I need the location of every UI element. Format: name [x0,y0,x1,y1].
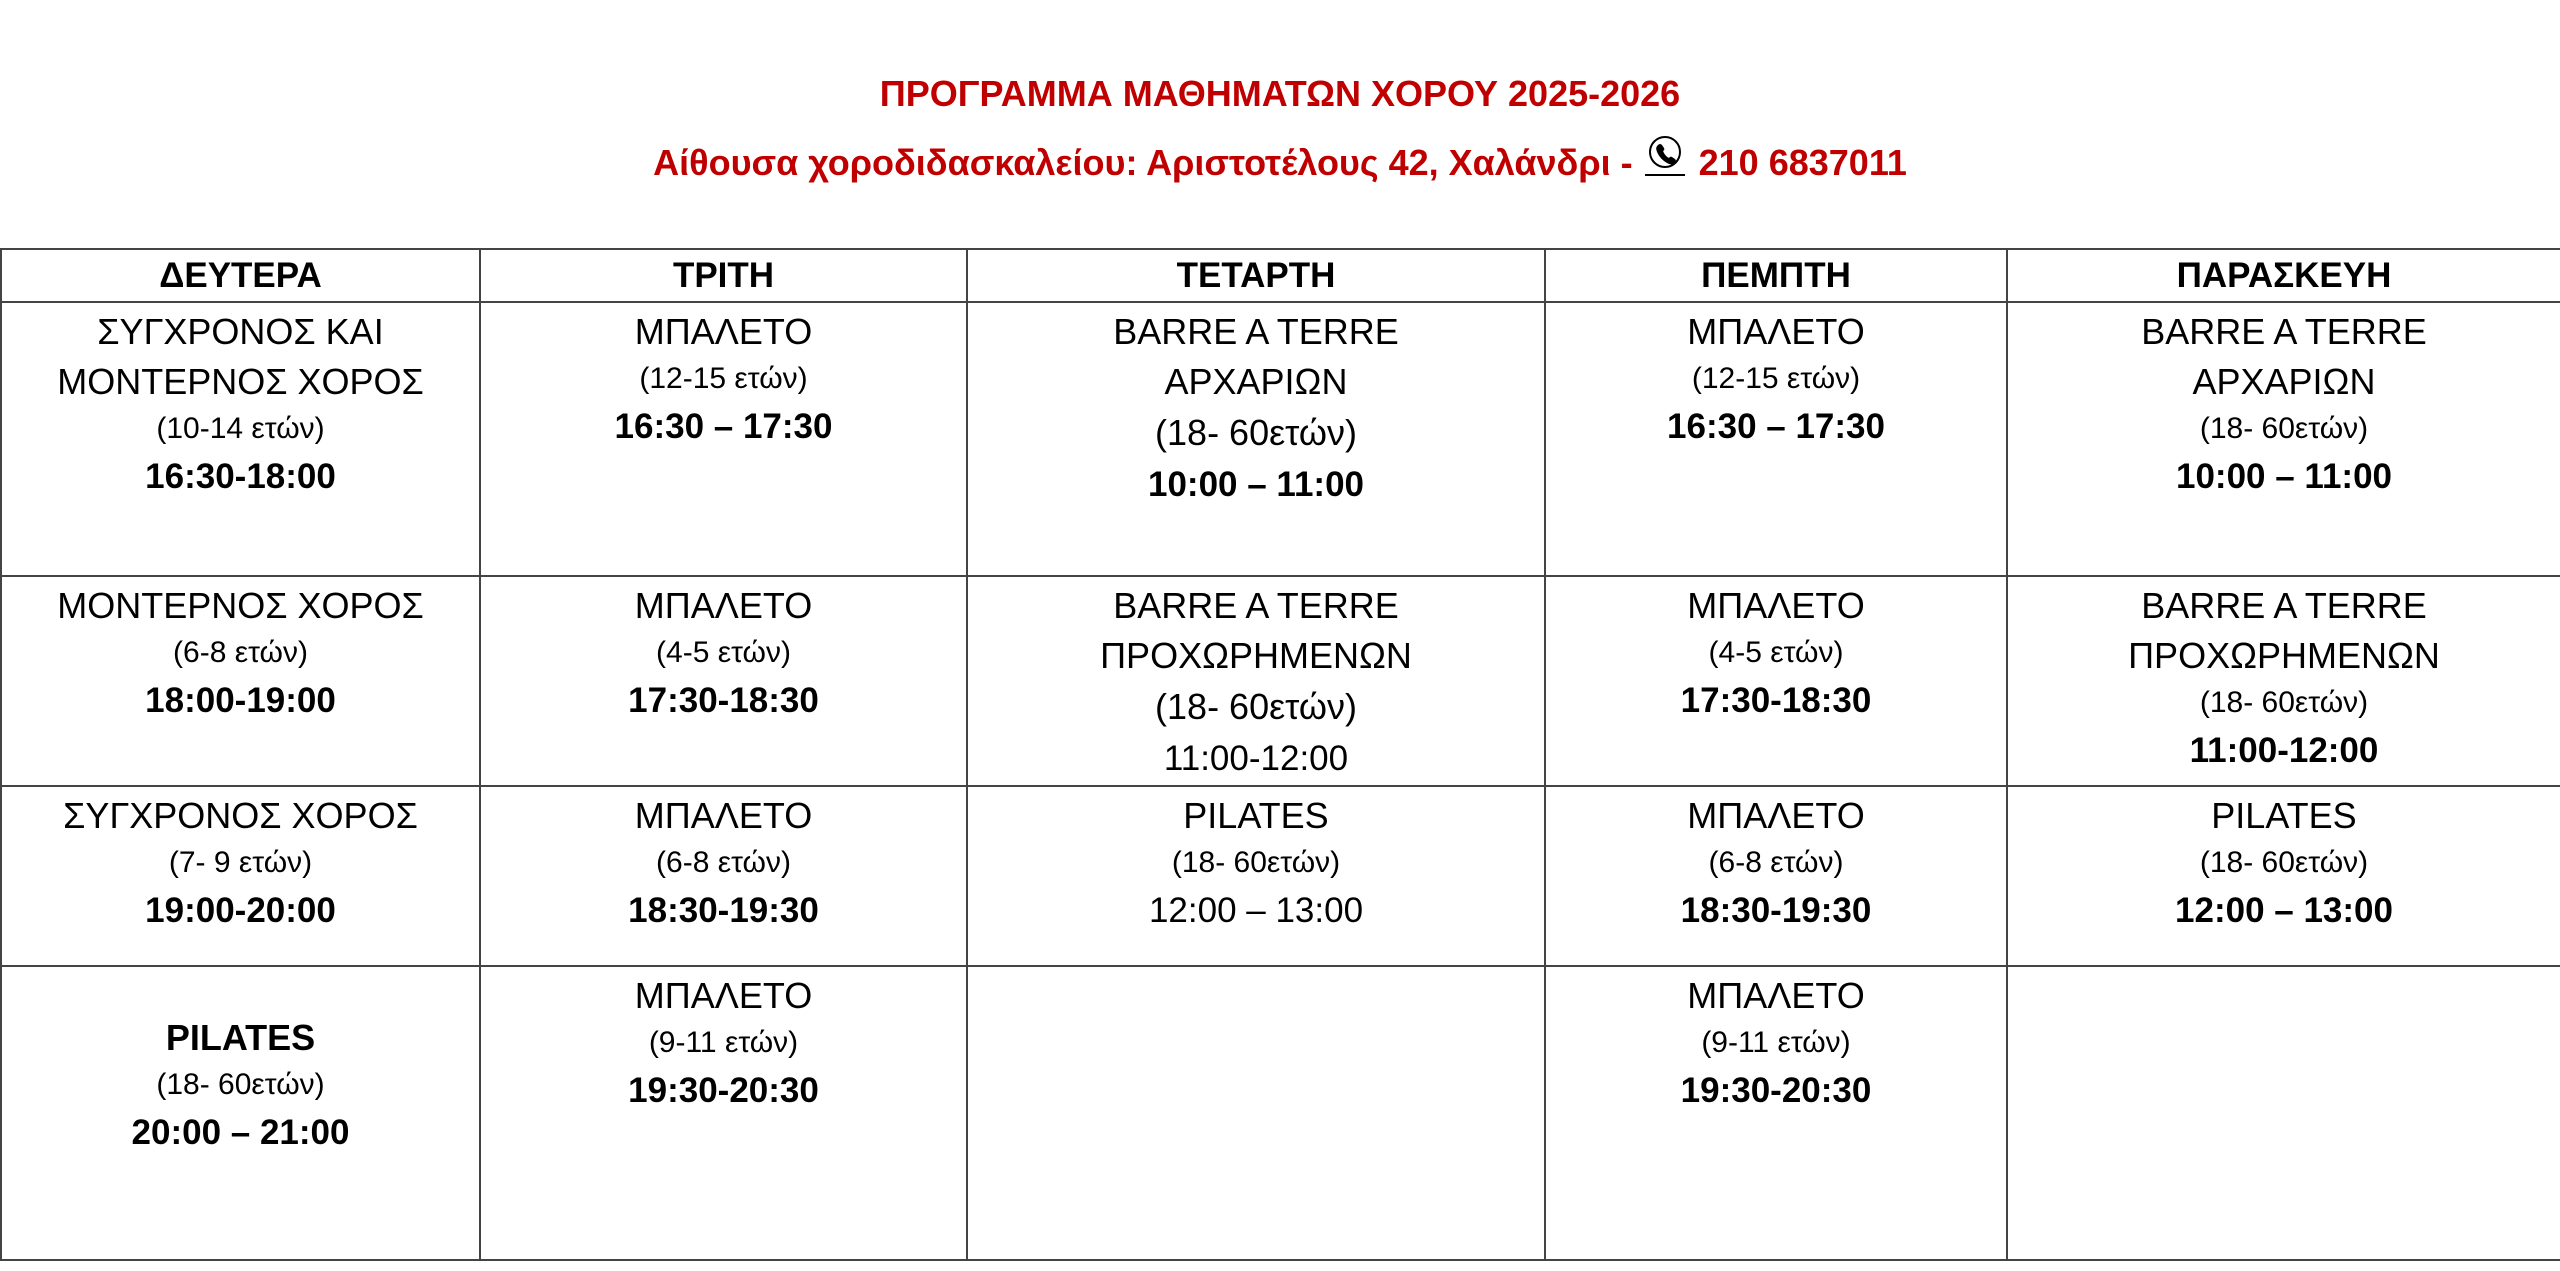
class-time: 10:00 – 11:00 [2175,457,2392,496]
class-age: (9-11 ετών) [1701,1026,1851,1059]
class-cell [480,966,967,1260]
class-cell [2007,302,2560,576]
table-row [1,786,2560,966]
day-header-tuesday: ΤΡΙΤΗ [480,249,967,302]
class-cell [1545,302,2007,576]
class-time: 16:30 – 17:30 [614,407,833,446]
page-title: ΠΡΟΓΡΑΜΜΑ ΜΑΘΗΜΑΤΩΝ ΧΟΡΟΥ 2025-2026 [879,73,1681,114]
class-name-line2: ΠΡΟΧΩΡΗΜΕΝΩΝ [2128,635,2440,676]
schedule-table [0,248,2560,1261]
class-age: (10-14 ετών) [156,412,325,445]
class-name: BARRE A TERRE [1113,585,1399,626]
class-age: (18- 60ετών) [2199,846,2369,879]
class-cell [967,302,1545,576]
class-time: 18:30-19:30 [1680,891,1872,930]
class-name: ΣΥΓΧΡΟΝΟΣ ΚΑΙ [97,311,384,352]
class-cell [1545,786,2007,966]
class-name: PILATES [1183,795,1329,836]
class-time: 12:00 – 13:00 [2175,891,2393,930]
day-header-friday: ΠΑΡΑΣΚΕΥΗ [2007,249,2560,302]
class-time: 11:00-12:00 [1163,739,1349,778]
class-cell [1,786,480,966]
class-name-line2: ΜΟΝΤΕΡΝΟΣ ΧΟΡΟΣ [57,361,424,402]
class-age: (18- 60ετών) [156,1068,325,1101]
table-row [1,576,2560,786]
class-name: ΜΠΑΛΕΤΟ [1687,311,1865,352]
class-name: ΜΠΑΛΕΤΟ [1687,585,1865,626]
class-age: (12-15 ετών) [1691,362,1861,395]
class-age: (7- 9 ετών) [168,846,313,879]
class-time: 20:00 – 21:00 [131,1113,350,1152]
class-name: PILATES [2211,795,2357,836]
class-name: BARRE A TERRE [2141,585,2427,626]
class-cell [2007,786,2560,966]
class-age: (6-8 ετών) [173,636,308,669]
phone-number: 210 6837011 [1698,142,1907,183]
class-age: (4-5 ετών) [656,636,791,669]
class-name: BARRE A TERRE [1113,311,1399,352]
day-header-wednesday: ΤΕΤΑΡΤΗ [967,249,1545,302]
class-name: ΜΠΑΛΕΤΟ [634,975,813,1016]
class-name-line2: ΑΡΧΑΡΙΩΝ [1164,361,1348,402]
class-time: 16:30 – 17:30 [1667,407,1885,446]
class-name: PILATES [165,1017,316,1058]
class-name-line2: ΑΡΧΑΡΙΩΝ [2192,361,2376,402]
class-time: 10:00 – 11:00 [1147,465,1364,504]
day-header-row [1,249,2560,302]
class-cell [1545,576,2007,786]
address-line [0,133,2560,191]
class-name: ΜΠΑΛΕΤΟ [634,795,813,836]
class-cell [1,576,480,786]
table-row [1,966,2560,1260]
class-name: ΜΠΑΛΕΤΟ [1687,975,1865,1016]
class-age: (12-15 ετών) [639,362,808,395]
class-name: ΜΠΑΛΕΤΟ [634,311,813,352]
class-time: 12:00 – 13:00 [1148,891,1364,930]
class-cell [480,576,967,786]
class-cell [1,966,480,1260]
class-name: ΜΠΑΛΕΤΟ [1687,795,1865,836]
class-cell [1,302,480,576]
phone-icon [1641,133,1689,181]
class-age: (18- 60ετών) [2199,686,2369,719]
class-time: 16:30-18:00 [145,457,336,496]
day-header-monday: ΔΕΥΤΕΡΑ [1,249,480,302]
empty-cell [2007,966,2560,1260]
class-age: (4-5 ετών) [1708,636,1844,669]
day-header-thursday: ΠΕΜΠΤΗ [1545,249,2007,302]
class-time: 19:30-20:30 [628,1071,819,1110]
class-age: (18- 60ετών) [1155,412,1357,453]
class-time: 17:30-18:30 [628,681,819,720]
class-age: (18- 60ετών) [1171,846,1341,879]
class-age: (6-8 ετών) [1708,846,1844,879]
class-cell [967,786,1545,966]
class-name-line2: ΠΡΟΧΩΡΗΜΕΝΩΝ [1100,635,1412,676]
class-age: (6-8 ετών) [656,846,791,879]
class-cell [480,786,967,966]
class-name: ΜΠΑΛΕΤΟ [634,585,813,626]
class-age: (9-11 ετών) [648,1026,799,1059]
class-cell [480,302,967,576]
class-time: 19:30-20:30 [1680,1071,1872,1110]
class-time: 19:00-20:00 [145,891,336,930]
class-age: (18- 60ετών) [2199,412,2369,445]
class-cell [967,576,1545,786]
class-cell [1545,966,2007,1260]
class-time: 17:30-18:30 [1680,681,1872,720]
class-name: ΣΥΓΧΡΟΝΟΣ ΧΟΡΟΣ [63,795,418,836]
class-time: 18:00-19:00 [145,681,336,720]
class-cell [2007,576,2560,786]
class-time: 11:00-12:00 [2189,731,2379,770]
table-row [1,302,2560,576]
address-text: Αίθουσα χοροδιδασκαλείου: Αριστοτέλους 42, Χαλάνδρι - [653,142,1633,183]
class-name: ΜΟΝΤΕΡΝΟΣ ΧΟΡΟΣ [57,585,424,626]
class-time: 18:30-19:30 [628,891,819,930]
class-name: BARRE A TERRE [2141,311,2427,352]
class-age: (18- 60ετών) [1155,686,1357,727]
empty-cell [967,966,1545,1260]
